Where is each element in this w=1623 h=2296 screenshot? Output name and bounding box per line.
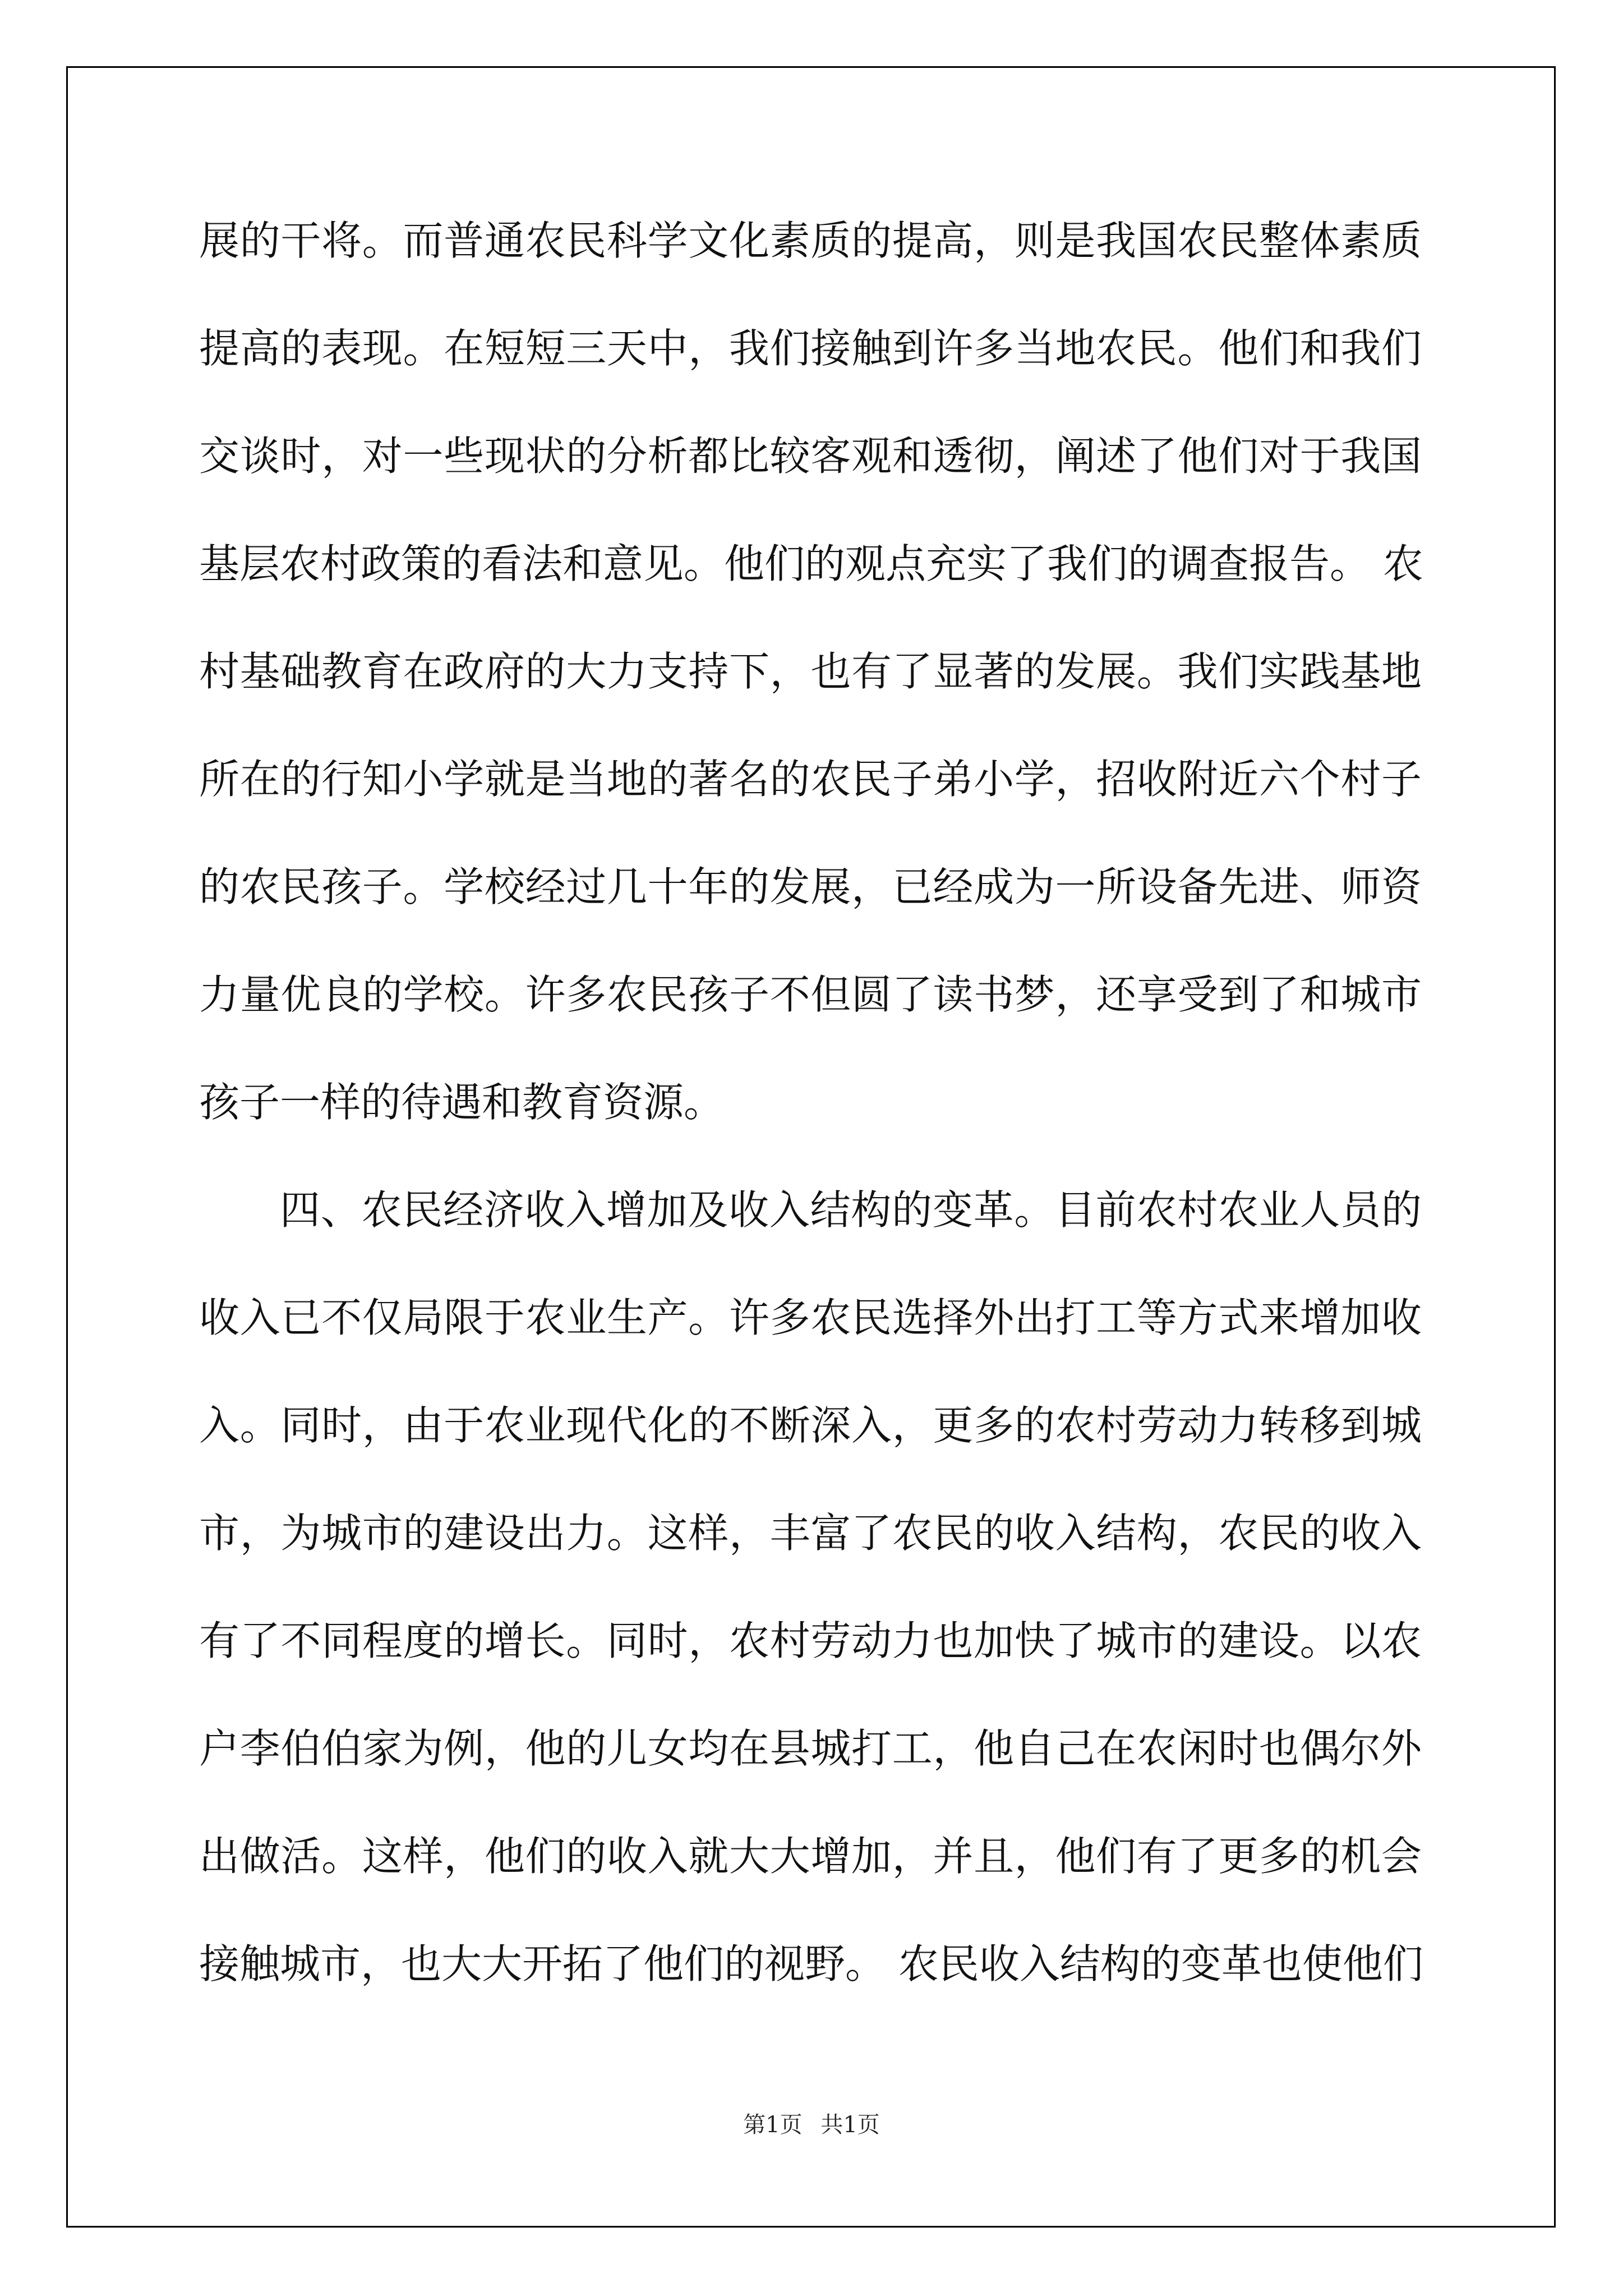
text-line: 交谈时，对一些现状的分析都比较客观和透彻，阐述了他们对于我国 xyxy=(199,432,1422,480)
text-line: 收入已不仅局限于农业生产。许多农民选择外出打工等方式来增加收 xyxy=(199,1294,1422,1341)
paragraph-start-line: 四、农民经济收入增加及收入结构的变革。目前农村农业人员的 xyxy=(280,1186,1422,1234)
text-line: 户李伯伯家为例，他的儿女均在县城打工，他自己在农闲时也偶尔外 xyxy=(199,1725,1422,1772)
text-line: 的农民孩子。学校经过几十年的发展，已经成为一所设备先进、师资 xyxy=(199,863,1422,910)
page-number: 第1页 xyxy=(743,2112,803,2138)
text-line: 有了不同程度的增长。同时，农村劳动力也加快了城市的建设。以农 xyxy=(199,1617,1422,1664)
page-footer xyxy=(0,2107,1623,2139)
document-body xyxy=(199,216,1422,2047)
text-line: 出做活。这样，他们的收入就大大增加，并且，他们有了更多的机会 xyxy=(199,1833,1422,1880)
text-line: 接触城市，也大大开拓了他们的视野。 农民收入结构的变革也使他们 xyxy=(199,1940,1423,1987)
text-line: 孩子一样的待遇和教育资源。 xyxy=(199,1079,725,1126)
text-line: 展的干将。而普通农民科学文化素质的提高，则是我国农民整体素质 xyxy=(199,217,1422,264)
text-line: 入。同时，由于农业现代化的不断深入，更多的农村劳动力转移到城 xyxy=(199,1402,1422,1449)
text-line: 提高的表现。在短短三天中，我们接触到许多当地农民。他们和我们 xyxy=(199,325,1422,372)
text-line: 所在的行知小学就是当地的著名的农民子弟小学，招收附近六个村子 xyxy=(199,756,1422,803)
text-line: 基层农村政策的看法和意见。他们的观点充实了我们的调查报告。 农 xyxy=(199,540,1423,587)
page-total: 共1页 xyxy=(820,2112,880,2138)
text-line: 村基础教育在政府的大力支持下，也有了显著的发展。我们实践基地 xyxy=(199,648,1422,695)
text-line: 市，为城市的建设出力。这样，丰富了农民的收入结构，农民的收入 xyxy=(199,1510,1422,1557)
text-line: 力量优良的学校。许多农民孩子不但圆了读书梦，还享受到了和城市 xyxy=(199,971,1422,1018)
